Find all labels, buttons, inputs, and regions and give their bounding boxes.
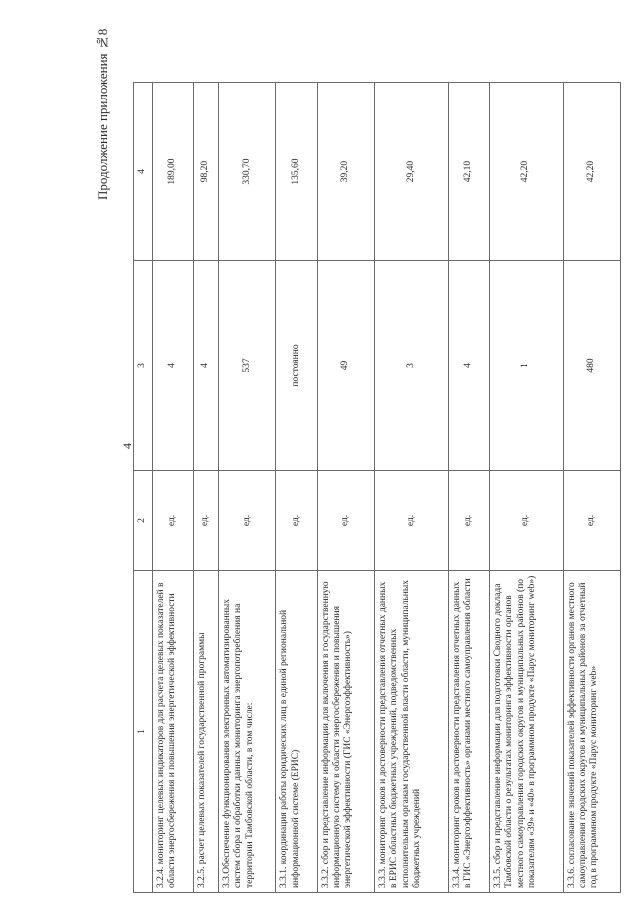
cost-cell: 39,20	[317, 83, 374, 261]
quantity-cell: 4	[448, 261, 489, 471]
table-region	[133, 83, 621, 893]
table-row	[317, 83, 374, 893]
description-cell: 3.2.5. расчет целевых показателей государственной программы	[194, 571, 219, 893]
unit-cell: ед.	[448, 471, 489, 571]
unit-cell: ед.	[276, 471, 317, 571]
table-row	[219, 83, 276, 893]
table-row	[489, 83, 563, 893]
quantity-cell: постоянно	[276, 261, 317, 471]
table-row	[448, 83, 489, 893]
description-cell: 3.3.3. мониторинг сроков и достоверности представления отчетных данных в ЕРИС областных бюджетных учреждений, подведомственных исполнительным органам государственной власти области, муниципальных бюджетных учреждений	[374, 571, 448, 893]
header-cell: 1	[134, 571, 153, 893]
header-cell: 3	[134, 261, 153, 471]
table-row	[276, 83, 317, 893]
header-cell: 4	[134, 83, 153, 261]
unit-cell: ед.	[489, 471, 563, 571]
quantity-cell: 537	[219, 261, 276, 471]
cost-cell: 98,20	[194, 83, 219, 261]
description-cell: 3.3.4. мониторинг сроков и достоверности представления отчетных данных в ГИС «Энергоэффективность» органами местного самоуправления области	[448, 571, 489, 893]
cost-cell: 189,00	[153, 83, 194, 261]
description-cell: 3.3.6. согласование значений показателей эффективности органов местного самоуправления городских округов и муниципальных районов за отчетный год в программном продукте «Парус мониторинг web»	[563, 571, 620, 893]
quantity-cell: 1	[489, 261, 563, 471]
quantity-cell: 4	[153, 261, 194, 471]
table-row	[563, 83, 620, 893]
table-row	[374, 83, 448, 893]
description-cell: 3.3.Обеспечение функционирования электронных автоматизированных систем сбора и обработки данных мониторинга энергопотребления на территории Тамбовской области, в том числе:	[219, 571, 276, 893]
appendix-table	[133, 82, 621, 893]
page-number: 4	[120, 443, 134, 449]
quantity-cell: 480	[563, 261, 620, 471]
header-cell: 2	[134, 471, 153, 571]
table-row	[194, 83, 219, 893]
unit-cell: ед.	[153, 471, 194, 571]
unit-cell: ед.	[563, 471, 620, 571]
description-cell: 3.3.2. сбор и представление информации для включения в государственную информационную систему в области энергосбережения и повышения энергетической эффективности (ГИС «Энергоэффективность»)	[317, 571, 374, 893]
cost-cell: 42,20	[489, 83, 563, 261]
page-heading: Продолжение приложения №8	[95, 28, 110, 200]
quantity-cell: 49	[317, 261, 374, 471]
cost-cell: 330,70	[219, 83, 276, 261]
description-cell: 3.2.4. мониторинг целевых индикаторов для расчета целевых показателей в области энергосбережения и повышения энергетической эффективности	[153, 571, 194, 893]
description-cell: 3.3.5. сбор и представление информации для подготовки Сводного доклада Тамбовской области о результатах мониторинга эффективности органов местного самоуправления городских округов и муниципальных районов (по показателям «39» и «40» в программном продукте «Парус мониторинг web»)	[489, 571, 563, 893]
unit-cell: ед.	[219, 471, 276, 571]
quantity-cell: 3	[374, 261, 448, 471]
description-cell: 3.3.1. координация работы юридических лиц в единой региональной информационной системе (ЕРИС)	[276, 571, 317, 893]
quantity-cell: 4	[194, 261, 219, 471]
cost-cell: 135,60	[276, 83, 317, 261]
header-row	[134, 83, 153, 893]
table-row	[153, 83, 194, 893]
cost-cell: 42,20	[563, 83, 620, 261]
unit-cell: ед.	[194, 471, 219, 571]
unit-cell: ед.	[374, 471, 448, 571]
cost-cell: 42,10	[448, 83, 489, 261]
rotated-table-wrapper	[133, 83, 621, 893]
unit-cell: ед.	[317, 471, 374, 571]
cost-cell: 29,40	[374, 83, 448, 261]
